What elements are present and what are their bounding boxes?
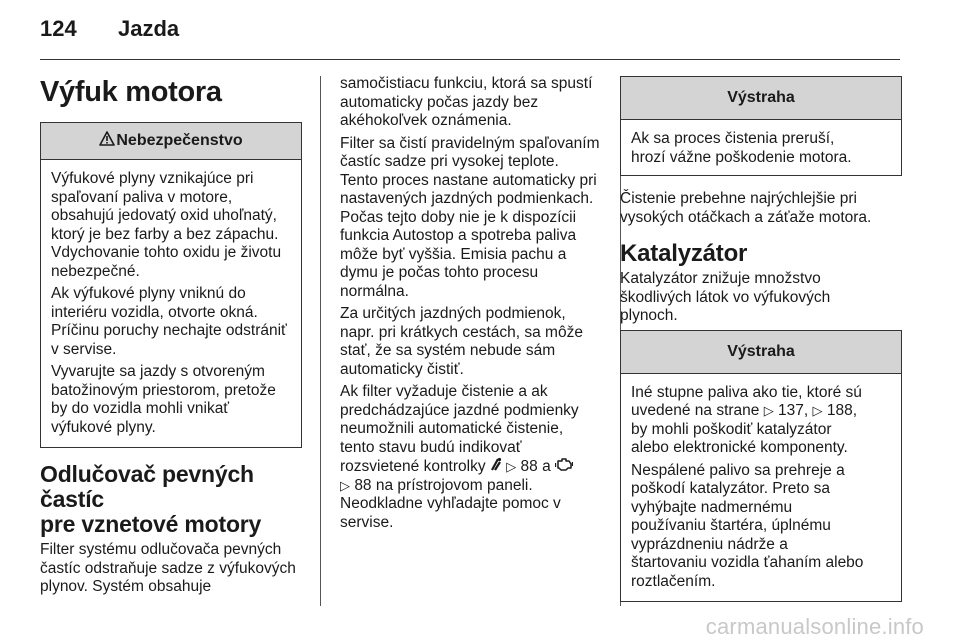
warning-box-2 [620, 330, 902, 603]
text-line: častíc sadze pri vysokej teplote. [340, 153, 559, 170]
text-line: Vyvarujte sa jazdy s otvoreným [51, 363, 265, 380]
header-divider [40, 59, 900, 60]
page-reference-link[interactable]: 88 [520, 458, 538, 475]
column-2 [340, 75, 604, 536]
text-line: plynoch. [620, 307, 678, 324]
page-number: 124 [40, 16, 77, 41]
danger-paragraph-2 [51, 285, 291, 359]
text-line: častíc odstraňuje sadze z výfukových [40, 559, 296, 577]
danger-box-header [41, 123, 301, 160]
text-line: alebo elektronické komponenty. [631, 439, 848, 456]
text-line: Nespálené palivo sa prehreje a [631, 461, 845, 479]
dpf-intro [40, 541, 302, 597]
catalyst-heading: Katalyzátor [620, 240, 748, 267]
warning-2-paragraph-2 [631, 462, 891, 592]
text-line: interiéru vozidla, otvorte okná. [51, 303, 258, 321]
conjunction-text: a [542, 458, 551, 475]
warning-box-1-body [621, 120, 901, 175]
col2-paragraph-2 [340, 135, 604, 302]
catalyst-text [620, 270, 902, 326]
text-line: Katalyzátor znižuje množstvo [620, 270, 821, 287]
fast-clean-text [620, 190, 902, 227]
text-line: Ak sa proces čistenia preruší, [631, 130, 835, 147]
page-title: Výfuk motora [40, 76, 222, 108]
danger-paragraph-1 [51, 170, 291, 281]
text-line: Ak výfukové plyny vniknú do [51, 285, 246, 302]
page-reference-icon: ▷ [340, 477, 350, 493]
text-line: batožinovým priestorom, pretože [51, 381, 276, 399]
text-line: na prístrojovom paneli. [375, 476, 533, 494]
text-line: spaľovaní paliva v motore, [51, 188, 233, 206]
text-line: funkcia Autostop a spotreba paliva [340, 227, 577, 244]
section-title: Jazda [118, 16, 180, 41]
text-line: škodlivých látok vo výfukových [620, 288, 831, 306]
text-line: by do vozidla mohli vnikať [51, 400, 230, 417]
text-line: plynov. Systém obsahuje [40, 578, 212, 595]
column-1 [40, 70, 302, 601]
text-line: v servise. [51, 340, 117, 358]
text-line: Filter sa čistí pravidelným spaľovaním [340, 134, 600, 152]
text-line: používaniu štartéra, úplnému [631, 517, 831, 534]
text-line: normálna. [340, 282, 409, 300]
text-line: automaticky čistiť. [340, 360, 464, 378]
warning-box-1 [620, 76, 902, 176]
text-line: Filter systému odlučovača pevných [40, 541, 282, 558]
dpf-heading [40, 462, 302, 537]
text-line: nebezpečné. [51, 262, 140, 280]
engine-service-icon [555, 458, 573, 475]
text-line: hrozí vážne poškodenie motora. [631, 148, 852, 166]
column-3 [620, 76, 902, 602]
page-reference-link[interactable]: 188, [826, 402, 857, 419]
heading-line: Odlučovač pevných častíc [40, 461, 254, 512]
text-line: uvedené na strane [631, 402, 760, 419]
text-line: roztlačením. [631, 572, 716, 590]
text-line: neumožnili automatické čistenie, [340, 420, 564, 437]
text-line: môže byť vyššia. Emisia pachu a [340, 245, 567, 263]
page-reference-icon: ▷ [812, 403, 823, 418]
text-line: rozsvietené kontrolky [340, 458, 486, 475]
watermark: carmanualsonline.info [705, 614, 924, 639]
text-line: predchádzajúce jazdné podmienky [340, 401, 579, 419]
text-line: Neodkladne vyhľadajte pomoc v [340, 495, 561, 512]
text-line: vysokých otáčkach a záťaže motora. [620, 208, 872, 226]
warning-1-text [631, 130, 891, 167]
page-reference-link[interactable]: 137, [778, 402, 809, 419]
text-line: Vdychovanie tohto oxidu je životu [51, 244, 282, 261]
text-line: Ak filter vyžaduje čistenie a ak [340, 383, 548, 400]
text-line: by mohli poškodiť katalyzátor [631, 420, 832, 438]
column-divider-left [320, 76, 321, 606]
text-line: nastavených jazdných podmienkach. [340, 190, 594, 207]
text-line: tento stavu budú indikovať [340, 438, 522, 456]
text-line: štartovaniu vozidla ťahaním alebo [631, 554, 864, 571]
text-line: stať, že sa systém nebude sám [340, 342, 556, 359]
page-reference-icon: ▷ [763, 403, 774, 418]
text-line: Za určitých jazdných podmienok, [340, 305, 566, 322]
danger-paragraph-3 [51, 363, 291, 437]
text-line: Tento proces nastane automaticky pri [340, 171, 597, 189]
danger-box [40, 122, 302, 448]
text-line: vyhýbajte nadmernému [631, 498, 793, 516]
warning-box-1-header: Výstraha [621, 77, 901, 120]
text-line: obsahujú jedovatý oxid uhoľnatý, [51, 207, 277, 224]
text-line: vyprázdneniu nádrže a [631, 535, 788, 553]
text-line: Príčinu poruchy nechajte odstrániť [51, 322, 287, 339]
text-line: akéhokoľvek oznámenia. [340, 112, 512, 129]
text-line: samočistiacu funkciu, ktorá sa spustí [340, 75, 593, 92]
text-line: servise. [340, 513, 394, 531]
warning-box-2-header: Výstraha [621, 331, 901, 374]
col2-paragraph-4 [340, 383, 604, 532]
text-line: Výfukové plyny vznikajúce pri [51, 170, 254, 187]
text-line: napr. pri krátkych cestách, sa môže [340, 323, 583, 341]
text-line: dymu je počas tohto procesu [340, 264, 539, 281]
text-line: poškodí katalyzátor. Preto sa [631, 480, 831, 497]
col2-paragraph-1 [340, 75, 604, 131]
text-line: Počas tejto doby nie je k dispozícii [340, 208, 577, 226]
warning-2-paragraph-1 [631, 384, 891, 458]
text-line: Iné stupne paliva ako tie, ktoré sú [631, 383, 862, 401]
heading-line: pre vznetové motory [40, 511, 262, 537]
danger-box-body [41, 160, 301, 447]
page-reference-link[interactable]: 88 [354, 476, 372, 494]
text-line: ktorý je bez farby a bez zápachu. [51, 225, 279, 243]
warning-box-2-body [621, 374, 901, 602]
danger-label: Nebezpečenstvo [116, 132, 243, 149]
particle-filter-icon [490, 458, 502, 475]
text-line: automaticky počas jazdy bez [340, 93, 539, 111]
col2-paragraph-3 [340, 305, 604, 379]
text-line: výfukové plyny. [51, 418, 156, 436]
warning-triangle-icon [99, 124, 115, 160]
text-line: Čistenie prebehne najrýchlejšie pri [620, 190, 857, 207]
page-reference-icon: ▷ [506, 459, 517, 474]
